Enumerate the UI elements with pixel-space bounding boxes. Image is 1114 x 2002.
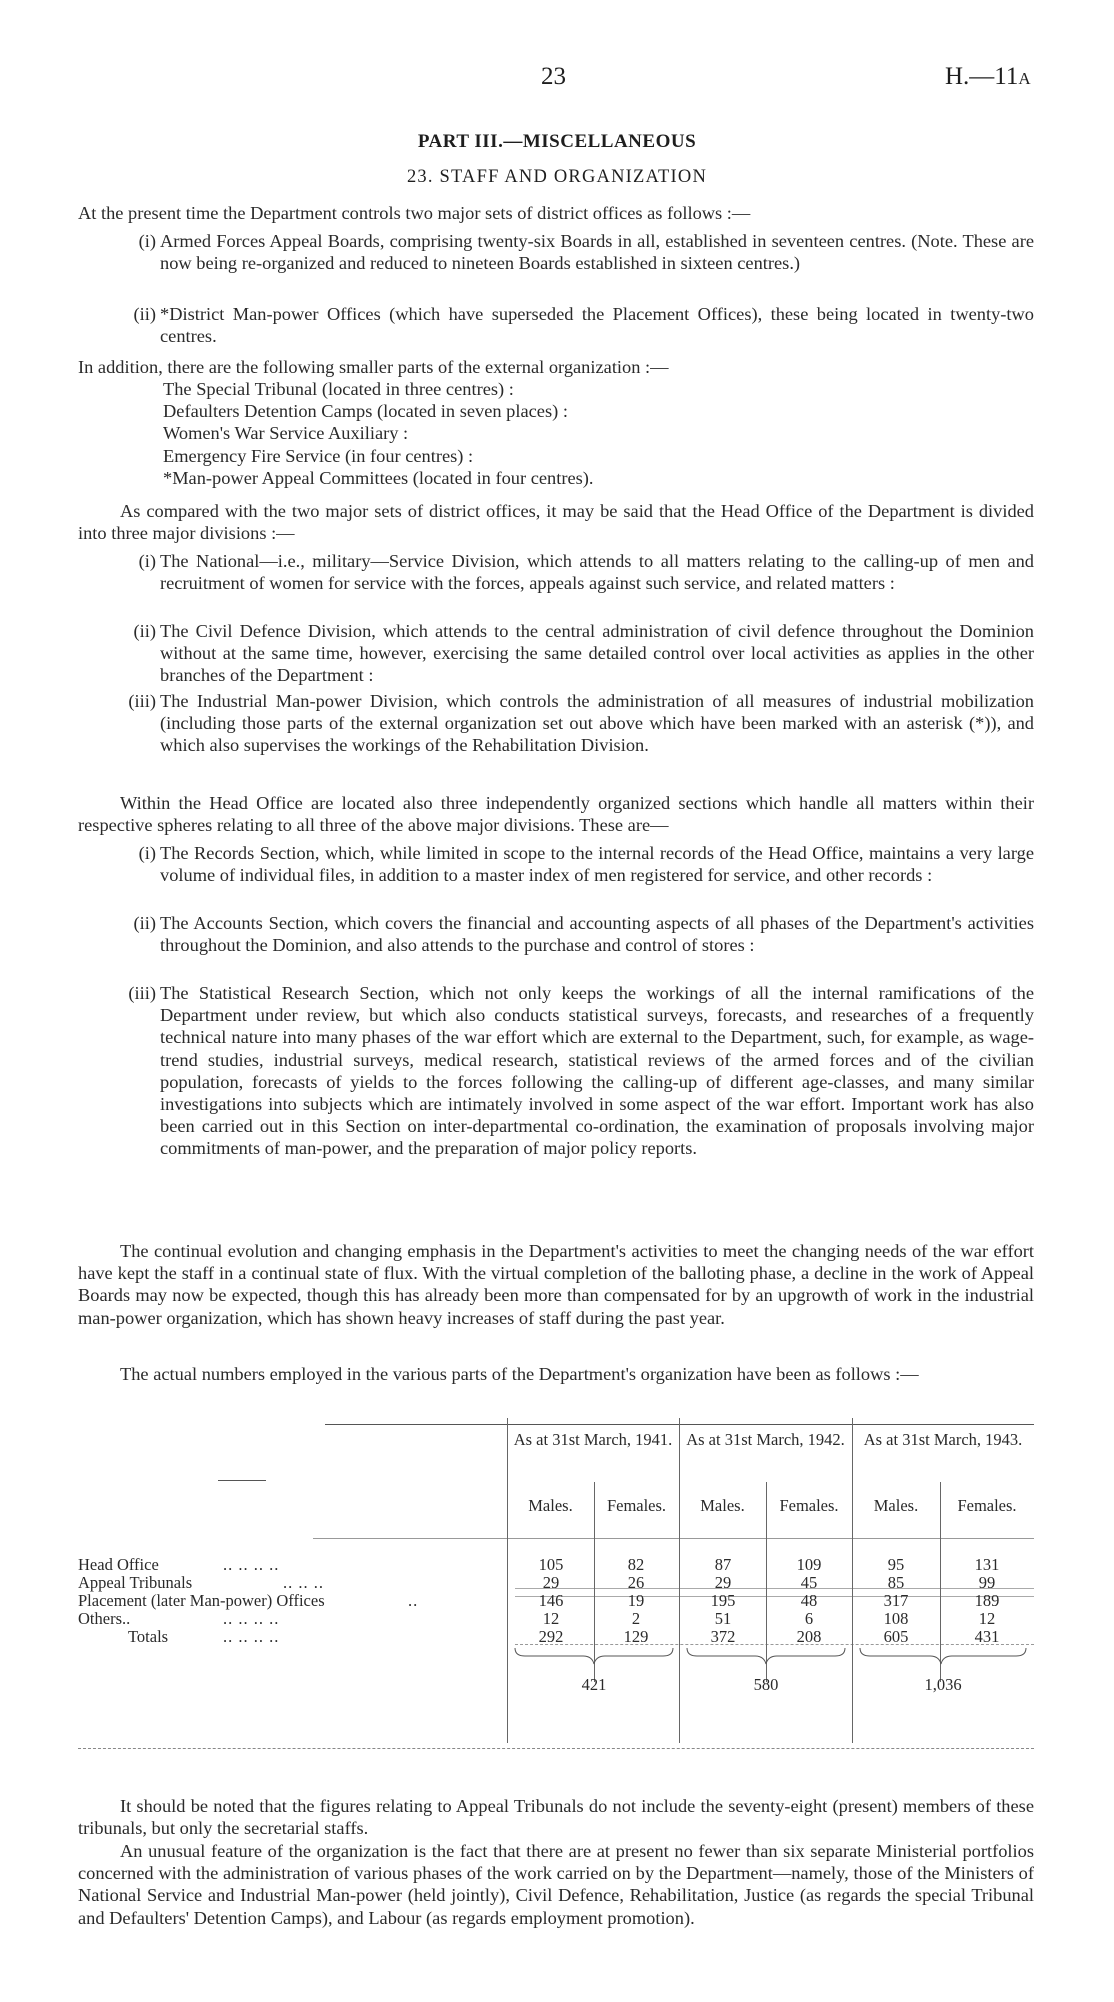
section-heading: 23. STAFF AND ORGANIZATION xyxy=(406,167,708,187)
table-cell: 45 xyxy=(800,1573,818,1592)
totals-cell: 129 xyxy=(623,1627,649,1646)
list-item: *Man-power Appeal Committees (located in four centres). xyxy=(163,467,594,488)
staff-table xyxy=(78,1418,1034,1780)
column-header: Females. xyxy=(957,1496,1017,1515)
page-number: 23 xyxy=(541,63,566,90)
row-label: Appeal Tribunals xyxy=(78,1573,193,1592)
column-header: Females. xyxy=(606,1496,667,1515)
row-label: Placement (later Man-power) Offices xyxy=(78,1591,325,1610)
totals-cell: 431 xyxy=(974,1627,1000,1646)
row-leaders: .. .. .. .. xyxy=(223,1609,280,1628)
table-cell: 85 xyxy=(887,1573,905,1592)
row-leaders: .. xyxy=(408,1591,419,1610)
paragraph: The continual evolution and changing emphasis in the Department's activities to meet the changing needs of the war effort have kept the staff in a continual state of flux. With the virtual completion of the balloting phase, a decline in the work of Appeal Boards may now be expected, though this has already been more than compensated for by an upgrowth of work in the industrial man-power organization, which has shown heavy increases of staff during the past year. xyxy=(78,1241,1034,1328)
totals-cell: 605 xyxy=(883,1627,909,1646)
table-cell: 146 xyxy=(538,1591,564,1610)
paragraph: Within the Head Office are located also three independently organized sections which handle all matters within their respective spheres relating to all three of the above major divisions. These are— xyxy=(78,793,1034,836)
table-cell: 26 xyxy=(627,1573,645,1592)
table-cell: 29 xyxy=(714,1573,732,1592)
list-item: (iii) The Industrial Man-power Division, which controls the administration of all measures of industrial mobilization (including those parts of the external organization set out above which have been marked with an asterisk (*)), and which also supervises the workings of the Rehabilitation Division. xyxy=(128,691,1034,756)
table-cell: 95 xyxy=(887,1555,905,1574)
table-cell: 12 xyxy=(542,1609,560,1628)
paragraph: An unusual feature of the organization is the fact that there are at present no fewer than six separate Ministerial portfolios concerned with the administration of various phases of the work carried on by the Department—namely, those of the Ministers of National Service and Industrial Man-power (held jointly), Civil Defence, Rehabilitation, Justice (as regards the special Tribunal and Defaulters' Detention Camps), and Labour (as regards employment promotion). xyxy=(78,1841,1034,1928)
paragraph: In addition, there are the following smaller parts of the external organization :— xyxy=(78,357,669,377)
table-cell: 317 xyxy=(883,1591,909,1610)
table-cell: 12 xyxy=(978,1609,996,1628)
totals-label: Totals xyxy=(128,1627,169,1646)
organization-list xyxy=(163,378,594,489)
table-cell: 108 xyxy=(883,1609,909,1628)
grand-total-cell: 1,036 xyxy=(924,1675,962,1694)
brace-marks xyxy=(78,1418,1034,1780)
paragraph: The actual numbers employed in the various parts of the Department's organization have been as follows :— xyxy=(120,1364,919,1384)
list-item: (i) Armed Forces Appeal Boards, comprising twenty-six Boards in all, established in seventeen centres. (Note. These are now being re-organized and reduced to nineteen Boards established in sixteen centres.) xyxy=(138,231,1034,274)
totals-leaders: .. .. .. .. xyxy=(223,1627,280,1646)
column-group-header: As at 31st March, 1942. xyxy=(686,1430,845,1449)
grand-total-cell: 421 xyxy=(581,1675,607,1694)
paragraph: As compared with the two major sets of district offices, it may be said that the Head Office of the Department is divided into three major divisions :— xyxy=(78,501,1034,544)
table-cell: 29 xyxy=(542,1573,560,1592)
list-item: The Special Tribunal (located in three centres) : xyxy=(163,379,514,399)
list-item: (ii) *District Man-power Offices (which have superseded the Placement Offices), these being located in twenty-two centres. xyxy=(133,304,1034,347)
table-cell: 99 xyxy=(978,1573,996,1592)
list-item: (i) The National—i.e., military—Service Division, which attends to all matters relating to the calling-up of men and recruitment of women for service with the forces, appeals against such service, and related matters : xyxy=(138,551,1034,594)
grand-total-cell: 580 xyxy=(753,1675,779,1694)
table-cell: 195 xyxy=(710,1591,736,1610)
table-cell: 87 xyxy=(714,1555,732,1574)
document-reference: H.—11A xyxy=(945,63,1031,90)
totals-cell: 208 xyxy=(796,1627,822,1646)
paragraph: At the present time the Department controls two major sets of district offices as follows :— xyxy=(78,203,751,223)
table-cell: 189 xyxy=(974,1591,1000,1610)
list-item: (ii) The Civil Defence Division, which attends to the central administration of civil defence throughout the Dominion without at the same time, however, exercising the same detailed control over local activities as applies in the other branches of the Department : xyxy=(133,621,1034,686)
paragraph: It should be noted that the figures relating to Appeal Tribunals do not include the seventy-eight (present) members of these tribunals, but only the secretarial staffs. xyxy=(78,1796,1034,1839)
row-label: Head Office xyxy=(78,1555,159,1574)
table-cell: 51 xyxy=(714,1609,732,1628)
table-cell: 131 xyxy=(974,1555,1000,1574)
table-cell: 6 xyxy=(804,1609,814,1628)
table-cell: 2 xyxy=(631,1609,641,1628)
row-leaders: .. .. .. .. xyxy=(223,1555,280,1574)
list-item: (i) The Records Section, which, while limited in scope to the internal records of the Head Office, maintains a very large volume of individual files, in addition to a master index of men registered for service, and other records : xyxy=(138,843,1034,886)
table-cell: 109 xyxy=(796,1555,822,1574)
table-cell: 105 xyxy=(538,1555,564,1574)
list-item: Emergency Fire Service (in four centres) : xyxy=(163,445,474,466)
column-header: Males. xyxy=(873,1496,919,1515)
table-cell: 48 xyxy=(800,1591,818,1610)
column-group-header: As at 31st March, 1943. xyxy=(863,1430,1023,1449)
totals-cell: 292 xyxy=(538,1627,564,1646)
column-header: Females. xyxy=(779,1496,839,1515)
list-item: (iii) The Statistical Research Section, which not only keeps the workings of all the internal ramifications of the Department under review, but which also conducts statistical surveys, forecasts, and researches of a frequently technical nature into many phases of the war effort which are external to the Department, such, for example, as wage-trend studies, industrial surveys, medical research, statistical reviews of the armed forces and of the civilian population, forecasts of yields to the forces following the calling-up of different age-classes, and many similar investigations into subjects which are intimately involved in some aspect of the war effort. Important work has also been carried out in this Section on inter-departmental co-ordination, the examination of proposals involving major commitments of man-power, and the preparation of major policy reports. xyxy=(128,983,1034,1159)
list-item: (ii) The Accounts Section, which covers the financial and accounting aspects of all phases of the Department's activities throughout the Dominion, and also attends to the purchase and control of stores : xyxy=(133,913,1034,956)
column-group-header: As at 31st March, 1941. xyxy=(513,1430,673,1449)
row-label: Others.. xyxy=(78,1609,131,1628)
column-header: Males. xyxy=(700,1496,745,1515)
row-leaders: .. .. .. xyxy=(283,1573,324,1592)
part-heading: PART III.—MISCELLANEOUS xyxy=(417,131,697,152)
list-item: Women's War Service Auxiliary : xyxy=(163,423,409,444)
column-header: Males. xyxy=(528,1496,573,1515)
table-cell: 19 xyxy=(627,1591,645,1610)
table-cell: 82 xyxy=(627,1555,645,1574)
list-item: Defaulters Detention Camps (located in seven places) : xyxy=(163,401,568,422)
totals-cell: 372 xyxy=(710,1627,736,1646)
